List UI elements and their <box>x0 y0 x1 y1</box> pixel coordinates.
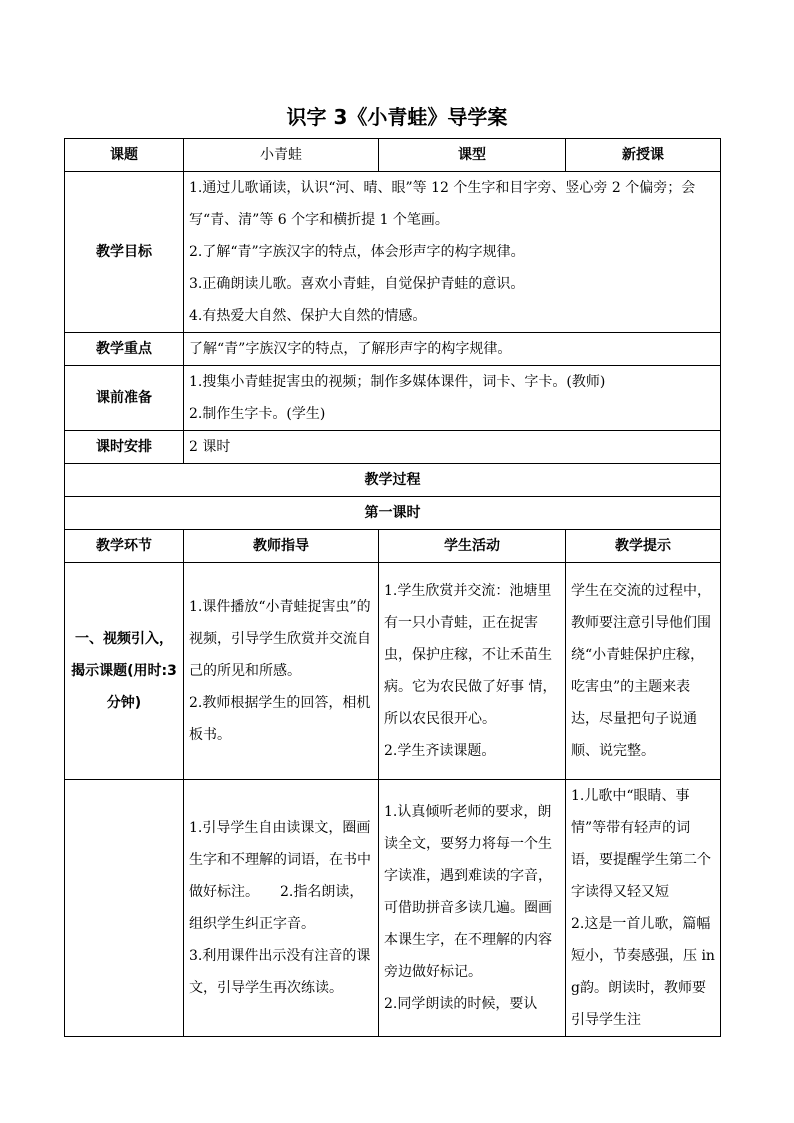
preparation-cell <box>184 366 721 431</box>
lesson-title-row <box>65 497 721 530</box>
topic-label: 课题 <box>65 139 184 172</box>
student-activity-cell <box>379 780 566 1037</box>
topic-value: 小青蛙 <box>184 139 379 172</box>
teaching-tips-item: 2.这是一首儿歌，篇幅短小，节奏感强，压 ing韵。朗读时，教师要引导学生注 <box>571 916 715 1028</box>
teacher-guidance-cell <box>184 563 379 780</box>
lesson-title: 第一课时 <box>65 497 721 530</box>
type-label: 课型 <box>379 139 566 172</box>
student-activity-item: 2.同学朗读的时候，要认 <box>384 996 538 1012</box>
preparation-row <box>65 366 721 431</box>
column-header-tips: 教学提示 <box>566 530 721 563</box>
document-title: 识字 3《小青蛙》导学案 <box>286 105 508 129</box>
stage-row <box>65 780 721 1037</box>
student-activity-item: 1.学生欣赏并交流：池塘里有一只小青蛙，正在捉害虫，保护庄稼，不让禾苗生病。它为农民做了好事 情，所以农民很开心。 <box>384 583 557 727</box>
preparation-item: 1.搜集小青蛙捉害虫的视频；制作多媒体课件，词卡、字卡。(教师) <box>189 374 606 390</box>
objectives-cell <box>184 172 721 333</box>
teacher-guidance-item: 2.教师根据学生的回答，相机板书。 <box>189 695 371 743</box>
key-points-label: 教学重点 <box>65 333 184 366</box>
stage-name <box>65 780 184 1037</box>
column-header-teacher: 教师指导 <box>184 530 379 563</box>
student-activity-item: 2.学生齐读课题。 <box>384 743 496 759</box>
objective-item: 1.通过儿歌诵读，认识“河、晴、眼”等 12 个生字和目字旁、竖心旁 2 个偏旁；会写“青、清”等 6 个字和横折提 1 个笔画。 <box>189 180 696 228</box>
key-points-row <box>65 333 721 366</box>
student-activity-item: 1.认真倾听老师的要求，朗读全文，要努力将每一个生字读准，遇到难读的字音，可借助拼音多读几遍。圈画本课生字，在不理解的内容旁边做好标记。 <box>384 804 552 980</box>
column-header-student: 学生活动 <box>379 530 566 563</box>
column-header-row <box>65 530 721 563</box>
process-title-row <box>65 464 721 497</box>
lesson-plan-table <box>64 138 721 1037</box>
process-title: 教学过程 <box>65 464 721 497</box>
topic-row <box>65 139 721 172</box>
schedule-row <box>65 431 721 464</box>
objective-item: 3.正确朗读儿歌。喜欢小青蛙，自觉保护青蛙的意识。 <box>189 276 525 292</box>
stage-name: 一、视频引入，揭示课题(用时:3 分钟) <box>65 563 184 780</box>
objective-item: 4.有热爱大自然、保护大自然的情感。 <box>189 308 427 324</box>
schedule-value: 2 课时 <box>184 431 721 464</box>
teacher-guidance-item: 1.引导学生自由读课文，圈画生字和不理解的词语，在书中做好标注。 2.指名朗读，组织学生纠正字音。 <box>189 820 371 932</box>
objectives-label: 教学目标 <box>65 172 184 333</box>
preparation-label: 课前准备 <box>65 366 184 431</box>
objective-item: 2.了解“青”字族汉字的特点，体会形声字的构字规律。 <box>189 244 525 260</box>
preparation-item: 2.制作生字卡。(学生) <box>189 406 326 422</box>
stage-row <box>65 563 721 780</box>
teacher-guidance-item: 3.利用课件出示没有注音的课文，引导学生再次练读。 <box>189 948 371 996</box>
type-value: 新授课 <box>566 139 721 172</box>
objectives-row <box>65 172 721 333</box>
teacher-guidance-item: 1.课件播放“小青蛙捉害虫”的视频，引导学生欣赏并交流自己的所见和所感。 <box>189 599 371 679</box>
key-points-value: 了解“青”字族汉字的特点，了解形声字的构字规律。 <box>184 333 721 366</box>
teacher-guidance-cell <box>184 780 379 1037</box>
teaching-tips-item: 学生在交流的过程中，教师要注意引导他们围绕“小青蛙保护庄稼，吃害虫”的主题来表达，尽量把句子说通顺、说完整。 <box>571 583 711 759</box>
teaching-tips-cell <box>566 780 721 1037</box>
schedule-label: 课时安排 <box>65 431 184 464</box>
teaching-tips-cell <box>566 563 721 780</box>
column-header-stage: 教学环节 <box>65 530 184 563</box>
teaching-tips-item: 1.儿歌中“眼睛、事情”等带有轻声的词语，要提醒学生第二个字读得又轻又短 <box>571 788 711 900</box>
student-activity-cell <box>379 563 566 780</box>
